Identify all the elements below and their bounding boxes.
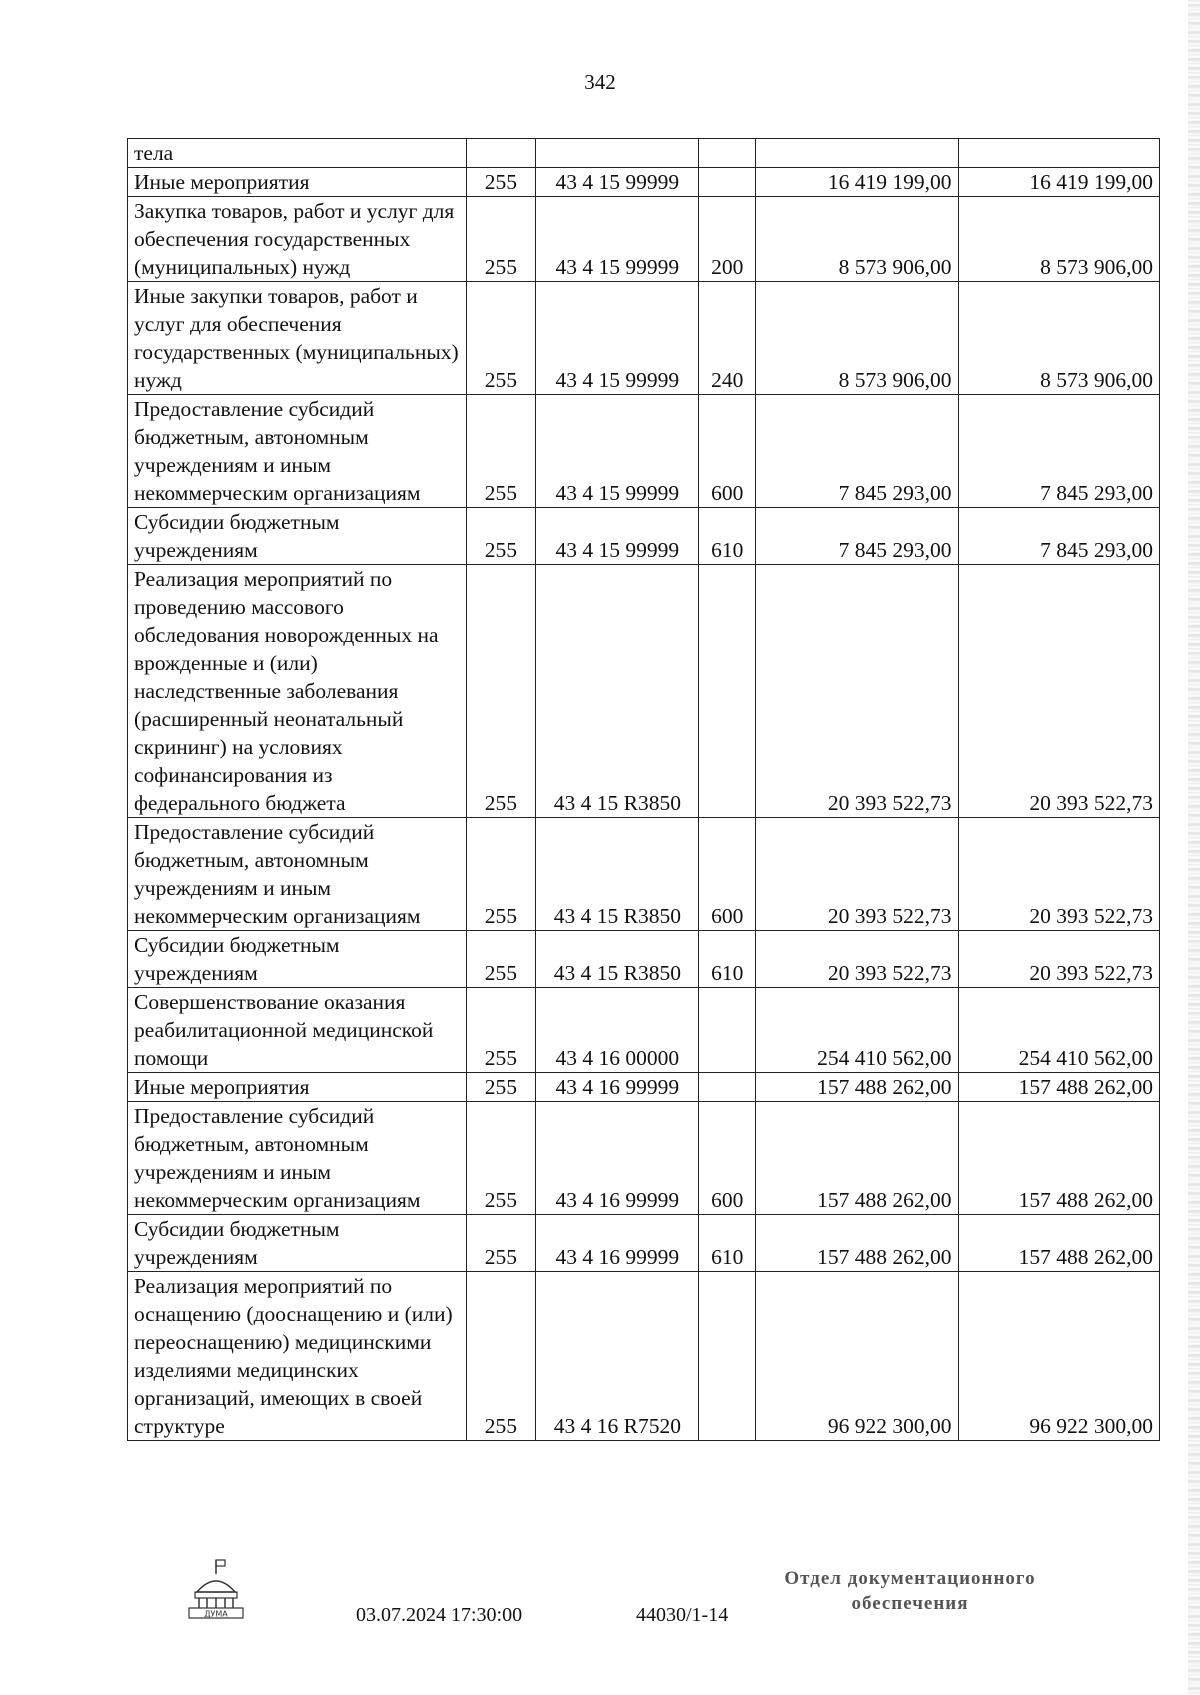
row-sum1-cell: 157 488 262,00 (756, 1215, 958, 1272)
duma-logo-icon (185, 1558, 247, 1622)
table-row (128, 565, 1160, 818)
row-code-cell: 43 4 16 99999 (536, 1102, 699, 1215)
table-row (128, 1215, 1160, 1272)
row-vr-cell: 600 (699, 1102, 756, 1215)
duma-logo-text: ДУМА (204, 1609, 228, 1619)
budget-table-body (128, 139, 1160, 1441)
row-name-cell: Предоставление субсидий бюджетным, автономным учреждениям и иным некоммерческим организациям (128, 818, 467, 931)
row-code-cell: 43 4 16 00000 (536, 988, 699, 1073)
table-row (128, 818, 1160, 931)
row-gr-cell: 255 (466, 931, 536, 988)
row-name-cell: тела (128, 139, 467, 168)
row-sum2-cell: 20 393 522,73 (958, 818, 1159, 931)
row-sum2-cell: 157 488 262,00 (958, 1215, 1159, 1272)
row-code-cell: 43 4 15 99999 (536, 168, 699, 197)
table-row (128, 282, 1160, 395)
row-sum2-cell: 7 845 293,00 (958, 508, 1159, 565)
table-row (128, 395, 1160, 508)
row-code-cell: 43 4 15 R3850 (536, 565, 699, 818)
row-name-cell: Иные закупки товаров, работ и услуг для обеспечения государственных (муниципальных) нужд (128, 282, 467, 395)
row-vr-cell (699, 139, 756, 168)
row-sum2-cell: 157 488 262,00 (958, 1073, 1159, 1102)
row-gr-cell (466, 139, 536, 168)
row-sum1-cell: 157 488 262,00 (756, 1073, 958, 1102)
row-code-cell: 43 4 16 99999 (536, 1073, 699, 1102)
row-sum1-cell: 8 573 906,00 (756, 197, 958, 282)
row-gr-cell: 255 (466, 988, 536, 1073)
row-vr-cell: 600 (699, 395, 756, 508)
table-row (128, 1102, 1160, 1215)
row-vr-cell (699, 988, 756, 1073)
row-code-cell: 43 4 16 R7520 (536, 1272, 699, 1441)
footer-doc-number: 44030/1-14 (636, 1604, 729, 1626)
row-sum2-cell: 7 845 293,00 (958, 395, 1159, 508)
row-sum1-cell: 20 393 522,73 (756, 565, 958, 818)
row-sum2-cell: 8 573 906,00 (958, 282, 1159, 395)
row-vr-cell (699, 168, 756, 197)
row-sum2-cell: 254 410 562,00 (958, 988, 1159, 1073)
row-gr-cell: 255 (466, 168, 536, 197)
row-gr-cell: 255 (466, 197, 536, 282)
row-name-cell: Иные мероприятия (128, 168, 467, 197)
row-vr-cell: 600 (699, 818, 756, 931)
table-row (128, 931, 1160, 988)
row-name-cell: Субсидии бюджетным учреждениям (128, 931, 467, 988)
row-code-cell: 43 4 15 99999 (536, 508, 699, 565)
budget-table (127, 138, 1160, 1441)
row-sum1-cell: 7 845 293,00 (756, 508, 958, 565)
row-sum1-cell: 16 419 199,00 (756, 168, 958, 197)
row-gr-cell: 255 (466, 282, 536, 395)
row-name-cell: Совершенствование оказания реабилитационной медицинской помощи (128, 988, 467, 1073)
row-sum1-cell: 20 393 522,73 (756, 931, 958, 988)
page-number: 342 (584, 70, 616, 94)
row-sum2-cell: 20 393 522,73 (958, 931, 1159, 988)
row-gr-cell: 255 (466, 818, 536, 931)
table-row (128, 139, 1160, 168)
table-row (128, 508, 1160, 565)
row-gr-cell: 255 (466, 1272, 536, 1441)
row-name-cell: Субсидии бюджетным учреждениям (128, 508, 467, 565)
row-name-cell: Реализация мероприятий по оснащению (дооснащению и (или) переоснащению) медицинскими изделиями медицинских организаций, имеющих в своей структуре (128, 1272, 467, 1441)
row-sum2-cell: 16 419 199,00 (958, 168, 1159, 197)
row-vr-cell: 610 (699, 508, 756, 565)
table-row (128, 168, 1160, 197)
row-gr-cell: 255 (466, 1215, 536, 1272)
department-stamp (760, 1566, 1060, 1616)
row-name-cell: Субсидии бюджетным учреждениям (128, 1215, 467, 1272)
row-sum1-cell (756, 139, 958, 168)
row-sum2-cell: 8 573 906,00 (958, 197, 1159, 282)
row-sum1-cell: 157 488 262,00 (756, 1102, 958, 1215)
row-gr-cell: 255 (466, 565, 536, 818)
row-sum1-cell: 254 410 562,00 (756, 988, 958, 1073)
row-vr-cell (699, 565, 756, 818)
row-sum2-cell: 157 488 262,00 (958, 1102, 1159, 1215)
stamp-line-2: обеспечения (851, 1593, 969, 1614)
row-vr-cell (699, 1272, 756, 1441)
row-code-cell: 43 4 15 99999 (536, 197, 699, 282)
row-sum1-cell: 20 393 522,73 (756, 818, 958, 931)
row-vr-cell: 240 (699, 282, 756, 395)
row-sum2-cell: 96 922 300,00 (958, 1272, 1159, 1441)
row-code-cell: 43 4 15 R3850 (536, 818, 699, 931)
row-gr-cell: 255 (466, 1073, 536, 1102)
row-name-cell: Реализация мероприятий по проведению массового обследования новорожденных на врожденные и (или) наследственные заболевания (расширенный неонатальный скрининг) на условиях софинансирования из федерального бюджета (128, 565, 467, 818)
row-gr-cell: 255 (466, 395, 536, 508)
table-row (128, 1073, 1160, 1102)
table-row (128, 988, 1160, 1073)
row-vr-cell (699, 1073, 756, 1102)
row-code-cell: 43 4 15 99999 (536, 395, 699, 508)
row-vr-cell: 610 (699, 931, 756, 988)
row-vr-cell: 200 (699, 197, 756, 282)
row-code-cell: 43 4 16 99999 (536, 1215, 699, 1272)
table-row (128, 1272, 1160, 1441)
row-sum1-cell: 96 922 300,00 (756, 1272, 958, 1441)
row-sum1-cell: 7 845 293,00 (756, 395, 958, 508)
row-sum1-cell: 8 573 906,00 (756, 282, 958, 395)
stamp-line-1: Отдел документационного (784, 1568, 1036, 1589)
row-name-cell: Закупка товаров, работ и услуг для обеспечения государственных (муниципальных) нужд (128, 197, 467, 282)
footer-datetime: 03.07.2024 17:30:00 (356, 1604, 523, 1626)
row-name-cell: Предоставление субсидий бюджетным, автономным учреждениям и иным некоммерческим организациям (128, 1102, 467, 1215)
row-gr-cell: 255 (466, 1102, 536, 1215)
row-name-cell: Предоставление субсидий бюджетным, автономным учреждениям и иным некоммерческим организациям (128, 395, 467, 508)
row-code-cell: 43 4 15 R3850 (536, 931, 699, 988)
scan-edge-decoration (1188, 0, 1200, 1695)
row-code-cell: 43 4 15 99999 (536, 282, 699, 395)
row-sum2-cell: 20 393 522,73 (958, 565, 1159, 818)
table-row (128, 197, 1160, 282)
row-code-cell (536, 139, 699, 168)
row-name-cell: Иные мероприятия (128, 1073, 467, 1102)
row-gr-cell: 255 (466, 508, 536, 565)
row-sum2-cell (958, 139, 1159, 168)
row-vr-cell: 610 (699, 1215, 756, 1272)
